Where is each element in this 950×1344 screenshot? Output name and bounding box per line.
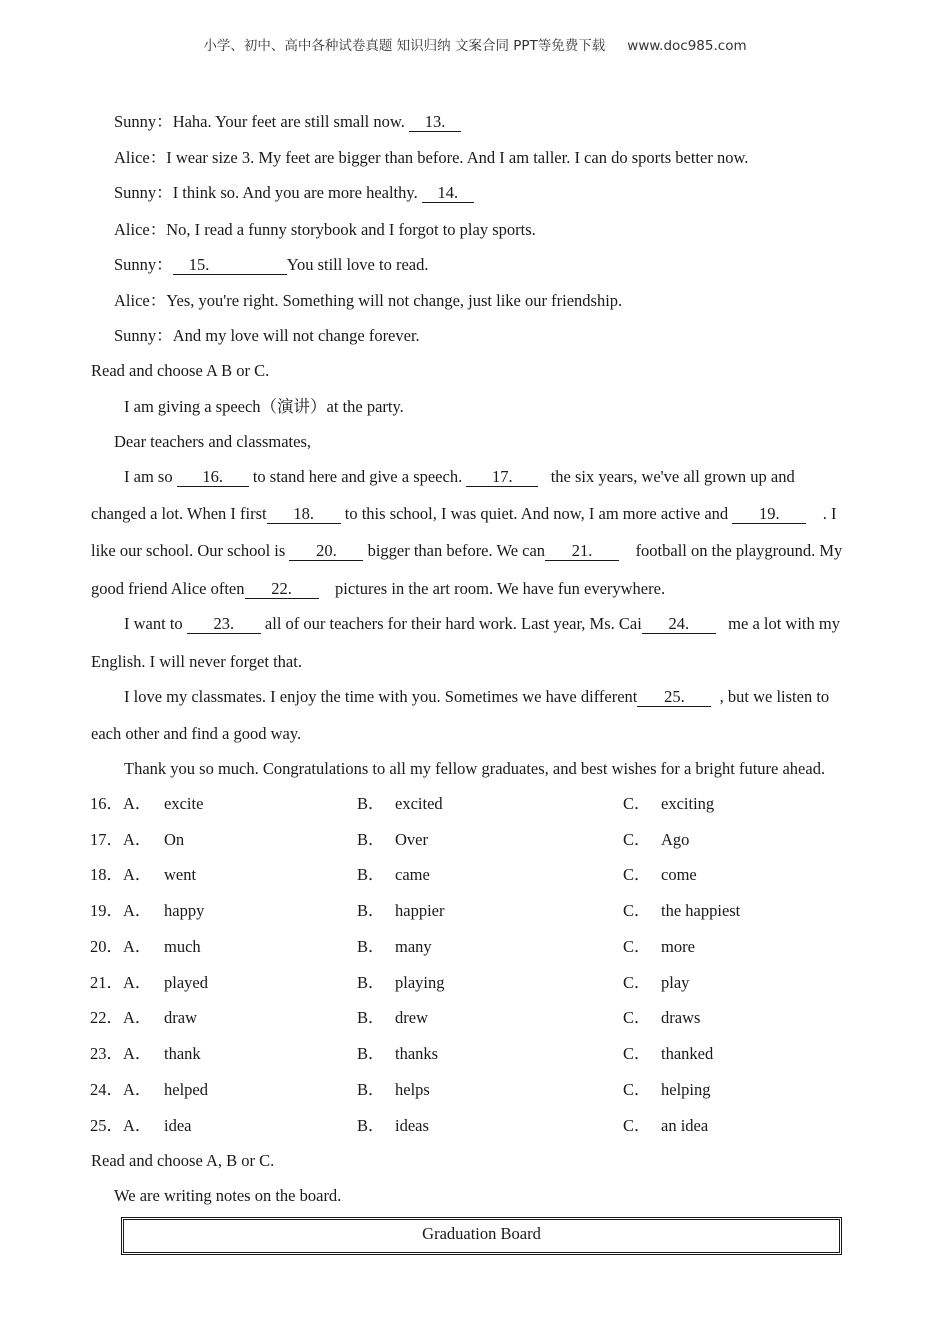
speech-greeting: Dear teachers and classmates, (114, 432, 311, 451)
option-row: 21．A． played B． playing C． play (90, 973, 690, 992)
option-a[interactable]: excite (164, 794, 204, 813)
section-instruction: Read and choose A, B or C. (91, 1151, 275, 1170)
blank-24[interactable]: 24. (642, 615, 716, 634)
blank-17[interactable]: 17. (466, 468, 538, 487)
option-b[interactable]: many (395, 937, 432, 956)
option-a[interactable]: much (164, 937, 201, 956)
speech-line: each other and find a good way. (91, 724, 302, 743)
option-c[interactable]: more (661, 937, 695, 956)
option-b[interactable]: came (395, 865, 430, 884)
dialogue-line: Alice：No, I read a funny storybook and I forgot to play sports. (114, 220, 536, 239)
header-title: 小学、初中、高中各种试卷真题 知识归纳 文案合同 PPT等免费下载 (203, 38, 606, 54)
blank-18[interactable]: 18. (267, 505, 341, 524)
speech-line: I want to 23. all of our teachers for their hard work. Last year, Ms. Cai 24. me a lot with my (124, 614, 840, 633)
blank-23[interactable]: 23. (187, 615, 261, 634)
option-a[interactable]: helped (164, 1080, 208, 1099)
option-row: 20．A． much B． many C． more (90, 937, 695, 956)
option-b[interactable]: helps (395, 1080, 430, 1099)
section-intro: We are writing notes on the board. (114, 1186, 342, 1205)
option-b[interactable]: ideas (395, 1116, 429, 1135)
option-a[interactable]: On (164, 830, 185, 849)
option-a[interactable]: draw (164, 1008, 197, 1027)
option-row: 24．A． helped B． helps C． helping (90, 1080, 711, 1099)
option-a[interactable]: happy (164, 901, 205, 920)
option-c[interactable]: the happiest (661, 901, 741, 920)
dialogue-line: Sunny：And my love will not change forever. (114, 326, 420, 345)
option-c[interactable]: draws (661, 1008, 701, 1027)
speech-line: English. I will never forget that. (91, 652, 302, 671)
option-a[interactable]: idea (164, 1116, 192, 1135)
option-b[interactable]: happier (395, 901, 445, 920)
option-row: 25．A． idea B． ideas C． an idea (90, 1116, 709, 1135)
speech-line: like our school. Our school is 20. bigger than before. We can 21. football on the playground. My (91, 541, 843, 560)
option-c[interactable]: helping (661, 1080, 711, 1099)
blank-19[interactable]: 19. (732, 505, 806, 524)
option-row: 22．A． draw B． drew C． draws (90, 1008, 701, 1027)
speech-line: Thank you so much. Congratulations to all my fellow graduates, and best wishes for a bright future ahead. (124, 759, 826, 778)
blank-15[interactable]: 15. (173, 256, 287, 275)
graduation-board-table (121, 1217, 842, 1255)
option-a[interactable]: went (164, 865, 197, 884)
option-b[interactable]: excited (395, 794, 443, 813)
dialogue-line: Alice：Yes, you're right. Something will not change, just like our friendship. (114, 291, 623, 310)
blank-21[interactable]: 21. (545, 542, 619, 561)
option-b[interactable]: drew (395, 1008, 428, 1027)
speech-line: changed a lot. When I first 18. to this school, I was quiet. And now, I am more active and 19. . I (91, 504, 837, 523)
option-c[interactable]: an idea (661, 1116, 709, 1135)
option-c[interactable]: come (661, 865, 697, 884)
dialogue-line: Alice：I wear size 3. My feet are bigger than before. And I am taller. I can do sports better now. (114, 148, 749, 167)
section-intro: I am giving a speech（演讲）at the party. (124, 397, 404, 416)
dialogue-line: Sunny： 15. You still love to read. (114, 255, 429, 274)
option-row: 17．A． On B． Over C． Ago (90, 830, 690, 849)
option-c[interactable]: exciting (661, 794, 715, 813)
option-a[interactable]: played (164, 973, 208, 992)
blank-20[interactable]: 20. (289, 542, 363, 561)
blank-25[interactable]: 25. (637, 688, 711, 707)
option-c[interactable]: Ago (661, 830, 690, 849)
option-b[interactable]: playing (395, 973, 445, 992)
dialogue-line: Sunny：Haha. Your feet are still small now. 13. (114, 112, 461, 132)
blank-16[interactable]: 16. (177, 468, 249, 487)
section-instruction: Read and choose A B or C. (91, 361, 270, 380)
page-header (0, 34, 950, 54)
dialogue-line: Sunny：I think so. And you are more healthy. 14. (114, 183, 474, 203)
blank-14[interactable]: 14. (422, 184, 474, 203)
option-a[interactable]: thank (164, 1044, 201, 1063)
option-c[interactable]: play (661, 973, 690, 992)
speech-line: good friend Alice often 22. pictures in the art room. We have fun everywhere. (91, 579, 666, 598)
blank-22[interactable]: 22. (245, 580, 319, 599)
option-b[interactable]: Over (395, 830, 428, 849)
option-c[interactable]: thanked (661, 1044, 714, 1063)
blank-13[interactable]: 13. (409, 113, 461, 132)
option-row: 18．A． went B． came C． come (90, 865, 697, 884)
option-row: 16．A． excite B． excited C． exciting (90, 794, 715, 813)
speech-line: I love my classmates. I enjoy the time with you. Sometimes we have different 25. , but we listen to (124, 687, 830, 706)
board-title: Graduation Board (422, 1224, 541, 1243)
option-b[interactable]: thanks (395, 1044, 439, 1063)
option-row: 19．A． happy B． happier C． the happiest (90, 901, 741, 920)
header-site: www.doc985.com (627, 38, 747, 54)
speech-line: I am so 16. to stand here and give a speech. 17. the six years, we've all grown up and (124, 467, 795, 486)
option-row: 23．A． thank B． thanks C． thanked (90, 1044, 714, 1063)
